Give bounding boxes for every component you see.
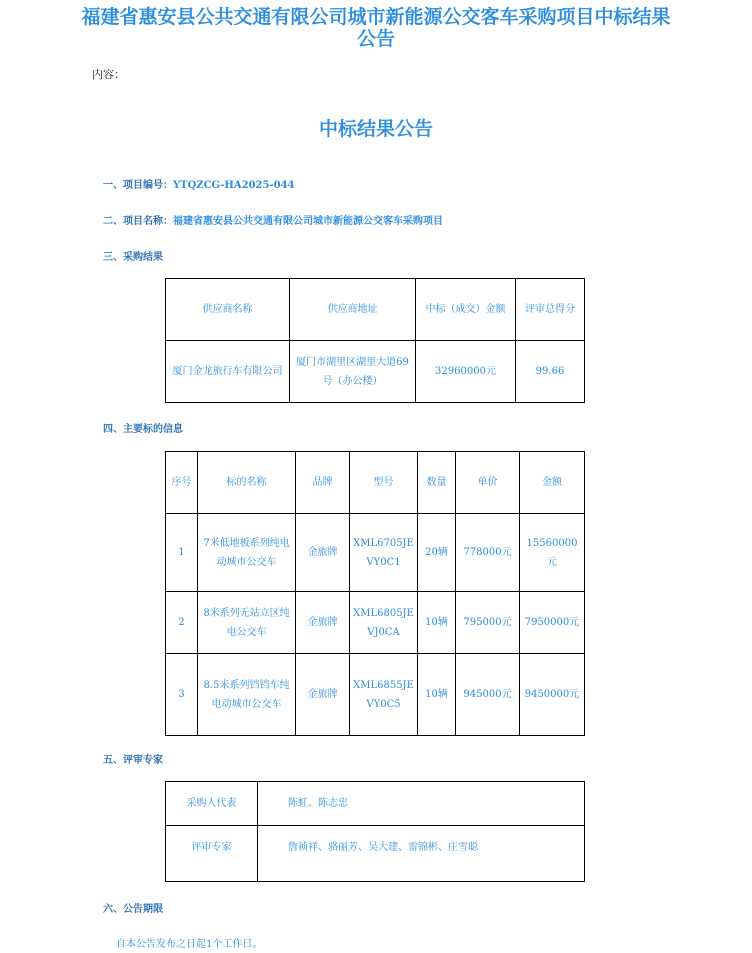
award-amount: 32960000元: [416, 341, 516, 403]
project-name-label: 二、项目名称：: [103, 216, 173, 227]
item-unit-price: 795000元: [456, 592, 520, 654]
content-label: 内容：: [92, 68, 125, 81]
header-quantity: 数量: [418, 452, 456, 514]
table-header-row: [166, 452, 585, 514]
table-row: [166, 782, 585, 826]
purchaser-rep-value: 陈虹、陈志忠: [258, 782, 585, 826]
item-brand: 金旅牌: [296, 654, 350, 736]
table-header-row: [166, 279, 585, 341]
purchaser-rep-label: 采购人代表: [166, 782, 258, 826]
item-index: 3: [166, 654, 198, 736]
page-title: 福建省惠安县公共交通有限公司城市新能源公交客车采购项目中标结果公告: [81, 6, 671, 50]
table-row: [166, 592, 585, 654]
item-index: 2: [166, 592, 198, 654]
header-supplier-name: 供应商名称: [166, 279, 290, 341]
item-brand: 金旅牌: [296, 592, 350, 654]
procurement-result-table: [165, 278, 585, 403]
item-total: 7950000元: [520, 592, 585, 654]
notice-period-text: 自本公告发布之日起1个工作日。: [116, 939, 263, 950]
supplier-name: 厦门金龙旅行车有限公司: [166, 341, 290, 403]
header-unit-price: 单价: [456, 452, 520, 514]
project-name-value: 福建省惠安县公共交通有限公司城市新能源公交客车采购项目: [173, 216, 443, 227]
section-notice-period: 六、公告期限: [103, 904, 163, 915]
item-name: 7米低地板系列纯电动城市公交车: [198, 514, 296, 592]
item-index: 1: [166, 514, 198, 592]
header-score: 评审总得分: [516, 279, 585, 341]
header-item-name: 标的名称: [198, 452, 296, 514]
item-name: 8米系列无站立区纯电公交车: [198, 592, 296, 654]
section-project-name: [103, 212, 443, 227]
supplier-address: 厦门市湖里区湖里大道69号（办公楼）: [290, 341, 416, 403]
expert-value: 詹祯祥、骆丽芳、吴大建、雷锦彬、庄雪聪: [258, 826, 585, 882]
item-brand: 金旅牌: [296, 514, 350, 592]
item-name: 8.5米系列铛铛车纯电动城市公交车: [198, 654, 296, 736]
table-row: [166, 514, 585, 592]
item-model: XML6805JEVJ0CA: [350, 592, 418, 654]
project-number-value: YTQZCG-HA2025-044: [173, 180, 295, 191]
header-total: 金额: [520, 452, 585, 514]
item-total: 9450000元: [520, 654, 585, 736]
table-row: [166, 341, 585, 403]
table-row: [166, 654, 585, 736]
header-model: 型号: [350, 452, 418, 514]
item-unit-price: 778000元: [456, 514, 520, 592]
header-supplier-address: 供应商地址: [290, 279, 416, 341]
project-number-label: 一、项目编号：: [103, 180, 173, 191]
table-row: [166, 826, 585, 882]
section-main-items: 四、主要标的信息: [103, 424, 183, 435]
item-quantity: 10辆: [418, 592, 456, 654]
main-items-table: [165, 451, 585, 736]
announcement-heading: 中标结果公告: [318, 118, 433, 140]
item-model: XML6705JEVY0C1: [350, 514, 418, 592]
section-procurement-result: 三、采购结果: [103, 252, 163, 263]
item-total: 15560000元: [520, 514, 585, 592]
header-index: 序号: [166, 452, 198, 514]
score: 99.66: [516, 341, 585, 403]
item-model: XML6855JEVY0C5: [350, 654, 418, 736]
header-brand: 品牌: [296, 452, 350, 514]
expert-label: 评审专家: [166, 826, 258, 882]
review-experts-table: [165, 781, 585, 882]
item-quantity: 10辆: [418, 654, 456, 736]
header-award-amount: 中标（成交）金额: [416, 279, 516, 341]
item-unit-price: 945000元: [456, 654, 520, 736]
item-quantity: 20辆: [418, 514, 456, 592]
section-project-number: [103, 176, 295, 191]
section-review-experts: 五、评审专家: [103, 755, 163, 766]
